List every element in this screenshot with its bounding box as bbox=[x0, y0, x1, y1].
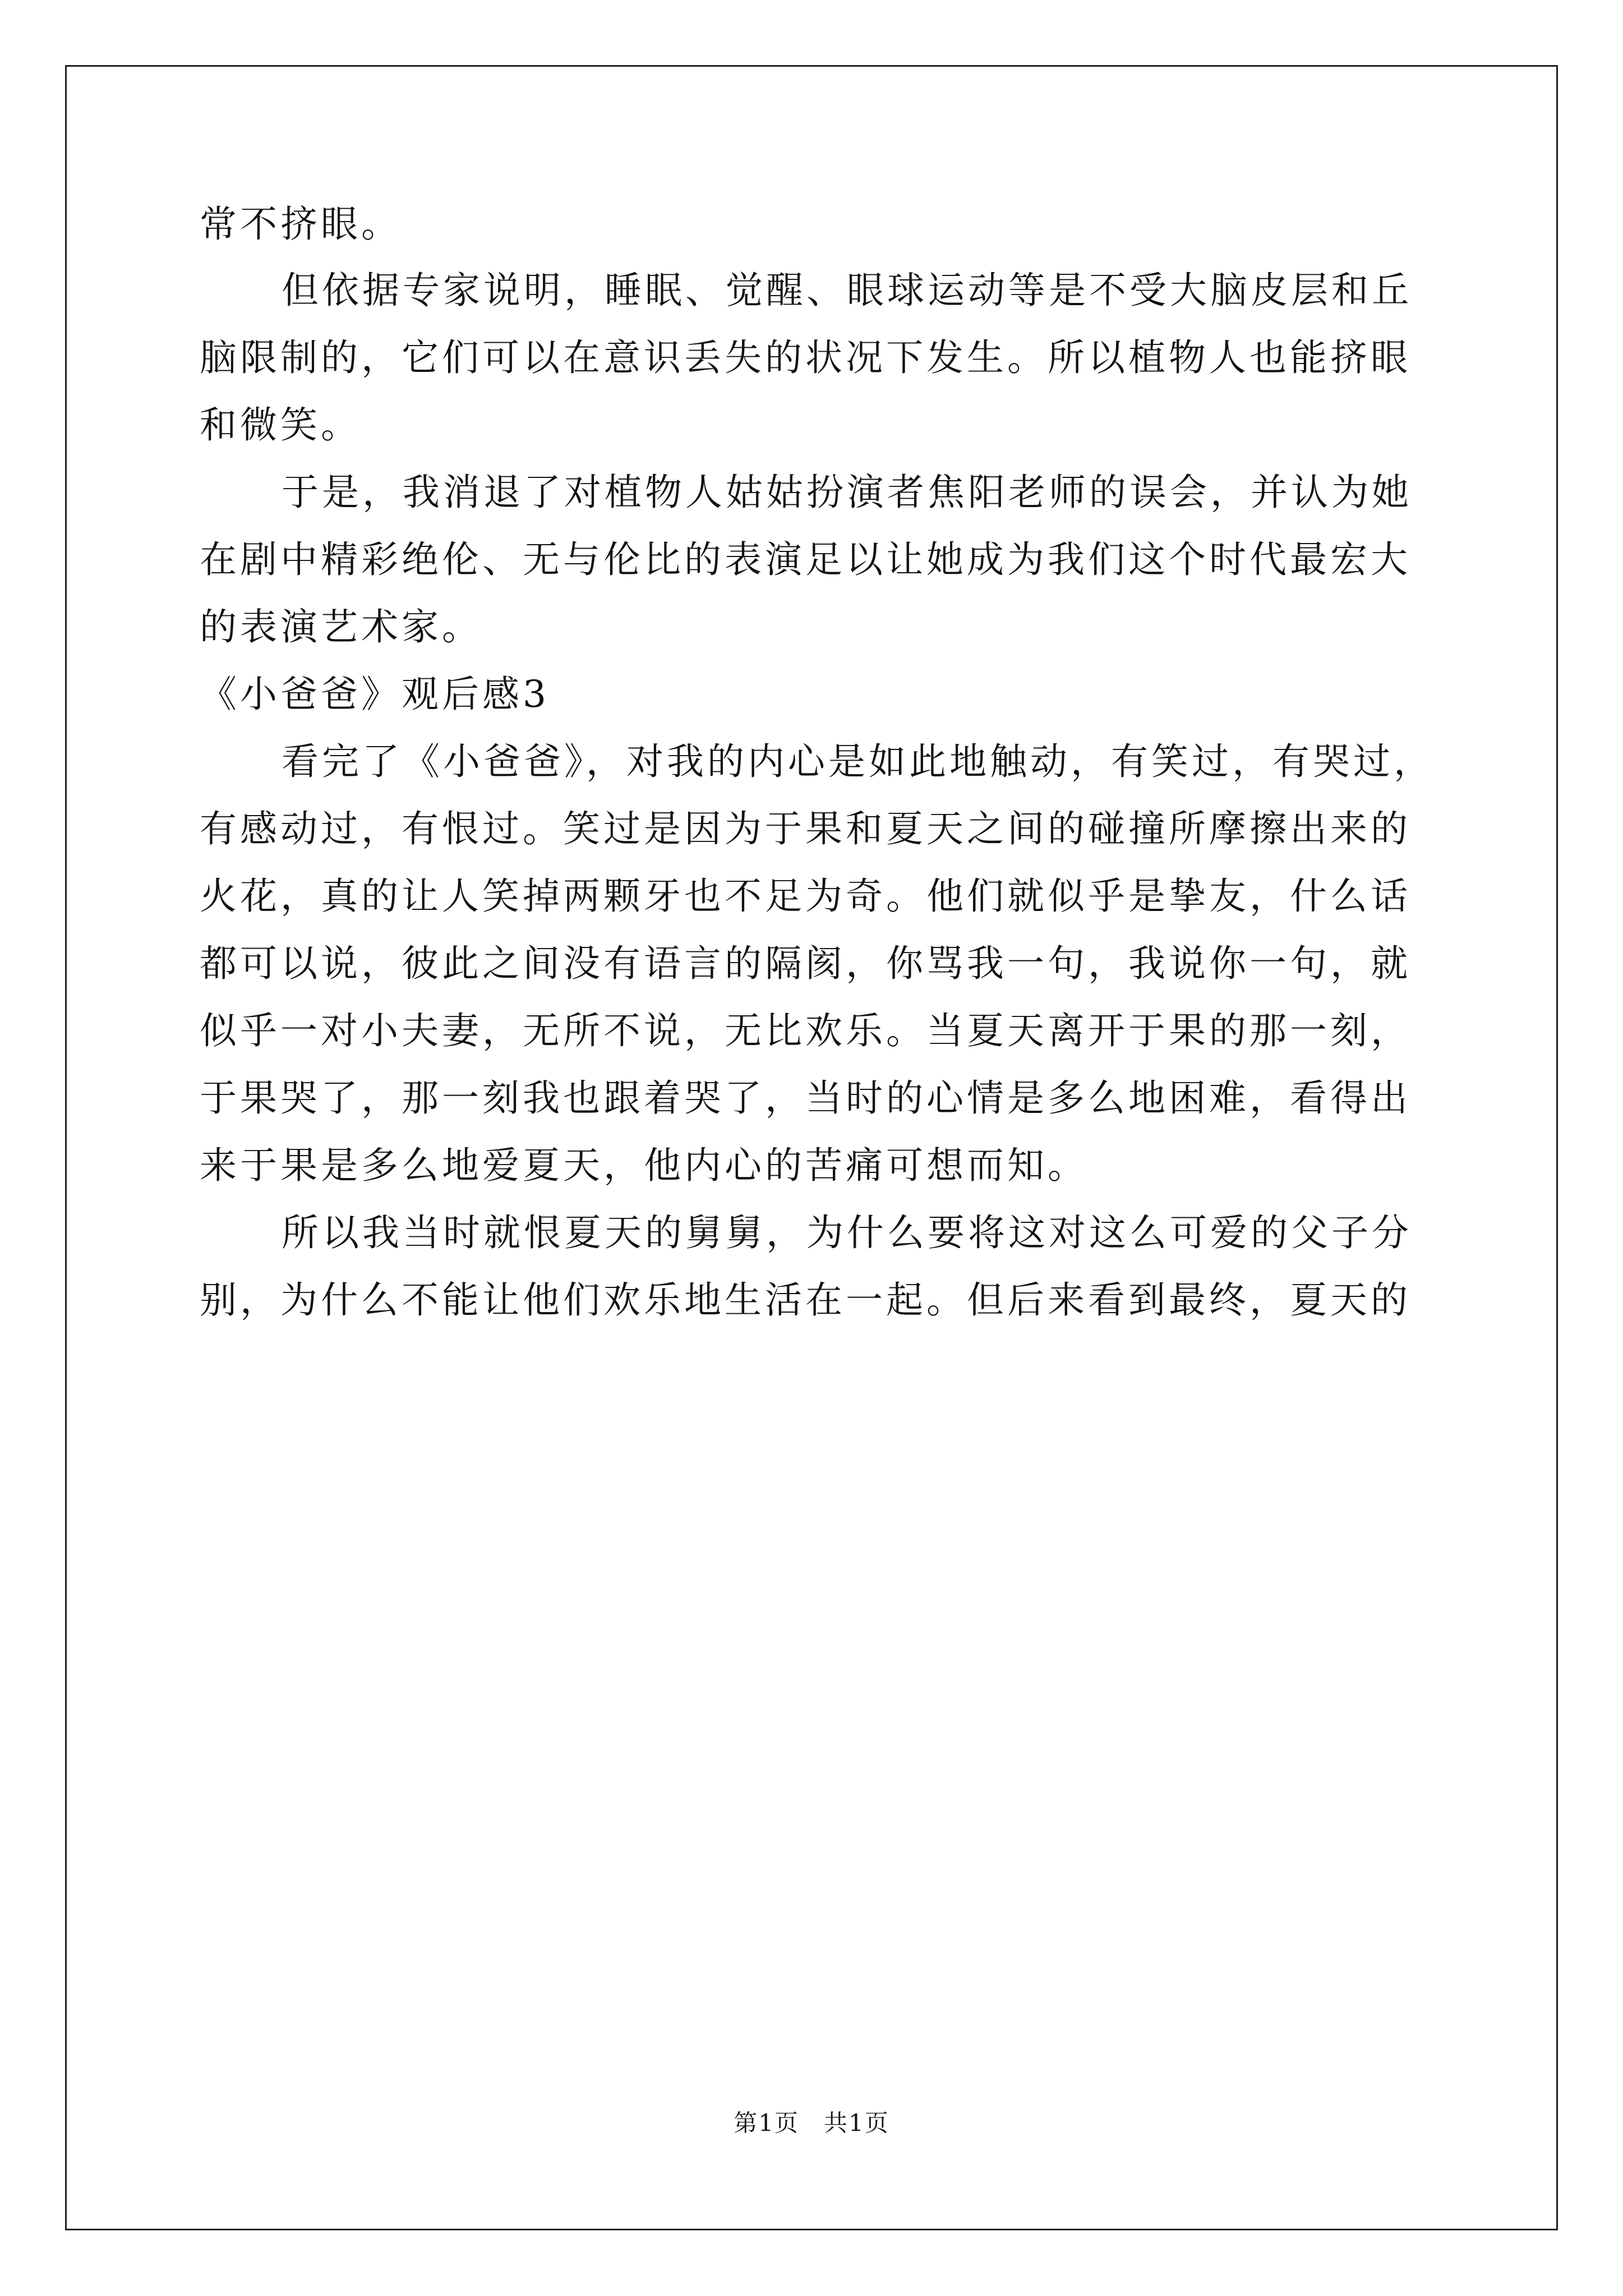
body-line: 来于果是多么地爱夏天，他内心的苦痛可想而知。 bbox=[200, 1144, 1088, 1187]
body-line: 火花，真的让人笑掉两颗牙也不足为奇。他们就似乎是挚友，什么话 bbox=[200, 875, 1411, 918]
body-line: 和微笑。 bbox=[200, 403, 361, 447]
body-line: 别，为什么不能让他们欢乐地生活在一起。但后来看到最终，夏天的 bbox=[200, 1278, 1411, 1322]
page-number-footer: 第1页 共1页 bbox=[734, 2109, 889, 2137]
paragraph-start-line: 但依据专家说明，睡眠、觉醒、眼球运动等是不受大脑皮层和丘 bbox=[282, 269, 1412, 312]
body-line: 都可以说，彼此之间没有语言的隔阂，你骂我一句，我说你一句，就 bbox=[200, 942, 1411, 985]
body-line: 于果哭了，那一刻我也跟着哭了，当时的心情是多么地困难，看得出 bbox=[200, 1076, 1411, 1120]
body-line: 似乎一对小夫妻，无所不说，无比欢乐。当夏天离开于果的那一刻， bbox=[200, 1009, 1411, 1052]
section-heading: 《小爸爸》观后感3 bbox=[200, 673, 550, 716]
body-line: 在剧中精彩绝伦、无与伦比的表演足以让她成为我们这个时代最宏大 bbox=[200, 538, 1411, 581]
body-line: 脑限制的，它们可以在意识丢失的状况下发生。所以植物人也能挤眼 bbox=[200, 336, 1411, 379]
paragraph-start-line: 看完了《小爸爸》，对我的内心是如此地触动，有笑过，有哭过， bbox=[282, 740, 1434, 783]
paragraph-start-line: 于是，我消退了对植物人姑姑扮演者焦阳老师的误会，并认为她 bbox=[282, 471, 1412, 514]
body-line: 常不挤眼。 bbox=[200, 203, 402, 246]
body-line: 有感动过，有恨过。笑过是因为于果和夏天之间的碰撞所摩擦出来的 bbox=[200, 807, 1411, 850]
paragraph-start-line: 所以我当时就恨夏天的舅舅，为什么要将这对这么可爱的父子分 bbox=[282, 1211, 1412, 1254]
body-line: 的表演艺术家。 bbox=[200, 605, 482, 648]
